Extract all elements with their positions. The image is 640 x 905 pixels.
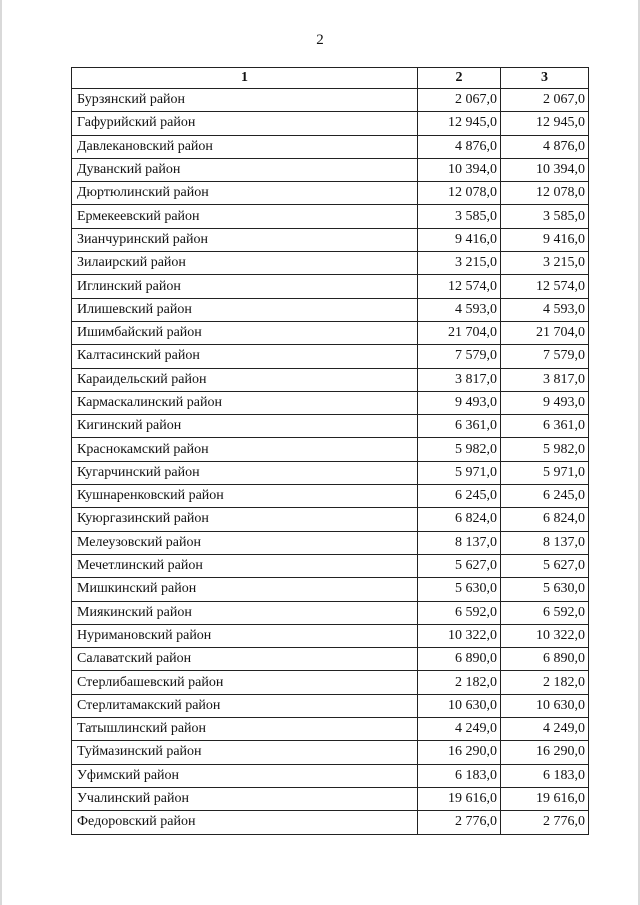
- value-cell-col2: 6 183,0: [418, 764, 501, 787]
- district-name-cell: Ермекеевский район: [72, 205, 418, 228]
- value-cell-col2: 9 493,0: [418, 391, 501, 414]
- district-name-cell: Салаватский район: [72, 648, 418, 671]
- table-row: [72, 228, 589, 251]
- value-cell-col2: 12 574,0: [418, 275, 501, 298]
- value-cell-col3: 6 245,0: [501, 485, 589, 508]
- table-row: [72, 648, 589, 671]
- value-cell-col2: 5 630,0: [418, 578, 501, 601]
- value-cell-col2: 19 616,0: [418, 787, 501, 810]
- table-row: [72, 182, 589, 205]
- value-cell-col3: 12 945,0: [501, 112, 589, 135]
- value-cell-col3: 2 067,0: [501, 89, 589, 112]
- district-name-cell: Куюргазинский район: [72, 508, 418, 531]
- value-cell-col2: 6 245,0: [418, 485, 501, 508]
- table-row: [72, 531, 589, 554]
- value-cell-col3: 16 290,0: [501, 741, 589, 764]
- value-cell-col3: 3 585,0: [501, 205, 589, 228]
- value-cell-col3: 12 574,0: [501, 275, 589, 298]
- table-row: [72, 345, 589, 368]
- table-body: [72, 89, 589, 835]
- value-cell-col3: 5 982,0: [501, 438, 589, 461]
- table-row: [72, 275, 589, 298]
- column-header-2: 2: [418, 68, 501, 89]
- district-name-cell: Стерлитамакский район: [72, 694, 418, 717]
- district-name-cell: Давлекановский район: [72, 135, 418, 158]
- district-name-cell: Илишевский район: [72, 298, 418, 321]
- value-cell-col3: 19 616,0: [501, 787, 589, 810]
- value-cell-col2: 10 322,0: [418, 624, 501, 647]
- table-row: [72, 205, 589, 228]
- table-row: [72, 624, 589, 647]
- district-name-cell: Гафурийский район: [72, 112, 418, 135]
- value-cell-col2: 2 067,0: [418, 89, 501, 112]
- value-cell-col2: 6 890,0: [418, 648, 501, 671]
- value-cell-col2: 4 876,0: [418, 135, 501, 158]
- district-name-cell: Кушнаренковский район: [72, 485, 418, 508]
- table-row: [72, 391, 589, 414]
- table-row: [72, 578, 589, 601]
- district-name-cell: Дюртюлинский район: [72, 182, 418, 205]
- table-row: [72, 438, 589, 461]
- value-cell-col3: 9 416,0: [501, 228, 589, 251]
- value-cell-col3: 8 137,0: [501, 531, 589, 554]
- value-cell-col3: 12 078,0: [501, 182, 589, 205]
- table-row: [72, 298, 589, 321]
- table-row: [72, 694, 589, 717]
- district-name-cell: Кигинский район: [72, 415, 418, 438]
- table-row: [72, 787, 589, 810]
- table-row: [72, 811, 589, 834]
- district-name-cell: Бурзянский район: [72, 89, 418, 112]
- district-name-cell: Караидельский район: [72, 368, 418, 391]
- district-name-cell: Ишимбайский район: [72, 321, 418, 344]
- value-cell-col2: 10 394,0: [418, 158, 501, 181]
- value-cell-col3: 3 215,0: [501, 252, 589, 275]
- value-cell-col2: 6 361,0: [418, 415, 501, 438]
- value-cell-col2: 12 078,0: [418, 182, 501, 205]
- value-cell-col2: 10 630,0: [418, 694, 501, 717]
- district-name-cell: Зианчуринский район: [72, 228, 418, 251]
- value-cell-col3: 5 627,0: [501, 554, 589, 577]
- district-name-cell: Федоровский район: [72, 811, 418, 834]
- value-cell-col3: 6 361,0: [501, 415, 589, 438]
- table-row: [72, 135, 589, 158]
- value-cell-col2: 2 182,0: [418, 671, 501, 694]
- table-row: [72, 671, 589, 694]
- district-name-cell: Мишкинский район: [72, 578, 418, 601]
- value-cell-col2: 9 416,0: [418, 228, 501, 251]
- value-cell-col3: 9 493,0: [501, 391, 589, 414]
- table-row: [72, 554, 589, 577]
- value-cell-col2: 4 249,0: [418, 718, 501, 741]
- value-cell-col3: 4 593,0: [501, 298, 589, 321]
- table-row: [72, 601, 589, 624]
- header-row: [72, 68, 589, 89]
- value-cell-col3: 5 630,0: [501, 578, 589, 601]
- district-name-cell: Кармаскалинский район: [72, 391, 418, 414]
- value-cell-col3: 6 824,0: [501, 508, 589, 531]
- value-cell-col2: 5 971,0: [418, 461, 501, 484]
- value-cell-col3: 4 876,0: [501, 135, 589, 158]
- table-row: [72, 764, 589, 787]
- value-cell-col2: 6 824,0: [418, 508, 501, 531]
- district-name-cell: Мелеузовский район: [72, 531, 418, 554]
- table-row: [72, 252, 589, 275]
- value-cell-col3: 10 630,0: [501, 694, 589, 717]
- value-cell-col3: 5 971,0: [501, 461, 589, 484]
- value-cell-col3: 6 183,0: [501, 764, 589, 787]
- table-row: [72, 718, 589, 741]
- table-row: [72, 741, 589, 764]
- table-row: [72, 112, 589, 135]
- district-name-cell: Дуванский район: [72, 158, 418, 181]
- page-number: 2: [316, 32, 324, 48]
- district-name-cell: Калтасинский район: [72, 345, 418, 368]
- value-cell-col3: 21 704,0: [501, 321, 589, 344]
- table-row: [72, 89, 589, 112]
- district-name-cell: Краснокамский район: [72, 438, 418, 461]
- district-name-cell: Уфимский район: [72, 764, 418, 787]
- column-header-3: 3: [501, 68, 589, 89]
- district-name-cell: Иглинский район: [72, 275, 418, 298]
- value-cell-col2: 5 627,0: [418, 554, 501, 577]
- district-name-cell: Учалинский район: [72, 787, 418, 810]
- value-cell-col2: 2 776,0: [418, 811, 501, 834]
- value-cell-col2: 5 982,0: [418, 438, 501, 461]
- value-cell-col2: 12 945,0: [418, 112, 501, 135]
- value-cell-col2: 21 704,0: [418, 321, 501, 344]
- column-header-1: 1: [72, 68, 418, 89]
- value-cell-col3: 6 890,0: [501, 648, 589, 671]
- value-cell-col3: 4 249,0: [501, 718, 589, 741]
- value-cell-col2: 4 593,0: [418, 298, 501, 321]
- district-name-cell: Кугарчинский район: [72, 461, 418, 484]
- value-cell-col2: 7 579,0: [418, 345, 501, 368]
- value-cell-col2: 6 592,0: [418, 601, 501, 624]
- value-cell-col3: 3 817,0: [501, 368, 589, 391]
- district-name-cell: Стерлибашевский район: [72, 671, 418, 694]
- value-cell-col3: 7 579,0: [501, 345, 589, 368]
- district-name-cell: Татышлинский район: [72, 718, 418, 741]
- district-name-cell: Мечетлинский район: [72, 554, 418, 577]
- table-row: [72, 485, 589, 508]
- value-cell-col2: 3 215,0: [418, 252, 501, 275]
- value-cell-col3: 6 592,0: [501, 601, 589, 624]
- value-cell-col2: 16 290,0: [418, 741, 501, 764]
- table-row: [72, 321, 589, 344]
- value-cell-col3: 2 182,0: [501, 671, 589, 694]
- value-cell-col3: 2 776,0: [501, 811, 589, 834]
- value-cell-col2: 3 585,0: [418, 205, 501, 228]
- value-cell-col3: 10 322,0: [501, 624, 589, 647]
- table-header: [72, 68, 589, 89]
- district-table: [71, 67, 589, 835]
- table-row: [72, 508, 589, 531]
- page-edge-left: [0, 0, 2, 905]
- district-name-cell: Миякинский район: [72, 601, 418, 624]
- value-cell-col2: 8 137,0: [418, 531, 501, 554]
- table-row: [72, 415, 589, 438]
- table-row: [72, 158, 589, 181]
- district-name-cell: Нуримановский район: [72, 624, 418, 647]
- table-row: [72, 368, 589, 391]
- district-name-cell: Зилаирский район: [72, 252, 418, 275]
- district-name-cell: Туймазинский район: [72, 741, 418, 764]
- value-cell-col2: 3 817,0: [418, 368, 501, 391]
- table-row: [72, 461, 589, 484]
- district-table-container: [71, 67, 589, 835]
- value-cell-col3: 10 394,0: [501, 158, 589, 181]
